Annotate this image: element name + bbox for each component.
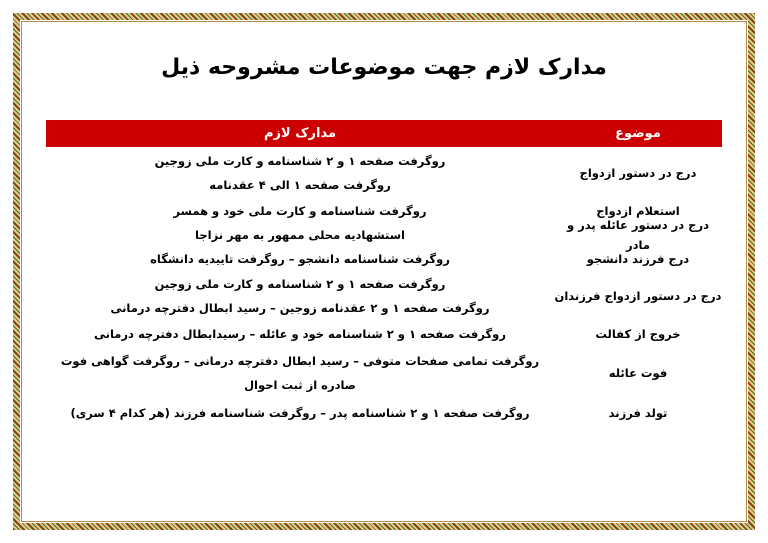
table-row bbox=[46, 218, 722, 252]
row-documents bbox=[46, 149, 554, 197]
row-subject: تولد فرزند bbox=[608, 406, 668, 420]
table-row bbox=[46, 247, 722, 271]
row-subject: درج فرزند دانشجو bbox=[586, 252, 690, 266]
table-header bbox=[46, 120, 722, 147]
row-documents bbox=[46, 223, 554, 247]
table-row bbox=[46, 271, 722, 321]
row-documents bbox=[46, 349, 554, 397]
document-line: روگرفت تمامی صفحات متوفی – رسید ابطال دفترچه درمانی – روگرفت گواهی فوت صادره از ثبت احوال bbox=[60, 354, 540, 392]
table-row bbox=[46, 147, 722, 199]
document-line: روگرفت شناسنامه دانشجو – روگرفت تاییدیه دانشگاه bbox=[150, 252, 450, 266]
document-line: روگرفت صفحه ۱ و ۲ شناسنامه پدر – روگرفت شناسنامه فرزند (هر کدام ۴ سری) bbox=[70, 406, 530, 420]
document-line: روگرفت صفحه ۱ و ۲ شناسنامه و کارت ملی زوجین bbox=[154, 277, 446, 291]
document-line: روگرفت شناسنامه و کارت ملی خود و همسر bbox=[173, 204, 427, 218]
document-line: روگرفت صفحه ۱ الی ۴ عقدنامه bbox=[209, 178, 391, 192]
row-subject: استعلام ازدواج bbox=[596, 204, 680, 218]
header-documents: مدارک لازم bbox=[263, 126, 337, 141]
row-documents bbox=[46, 322, 554, 346]
row-subject: درج در دستور ازدواج فرزندان bbox=[554, 289, 722, 303]
table-row bbox=[46, 399, 722, 427]
document-line: روگرفت صفحه ۱ و ۲ عقدنامه زوجین – رسید ابطال دفترچه درمانی bbox=[110, 301, 490, 315]
row-documents bbox=[46, 272, 554, 320]
row-documents bbox=[46, 199, 554, 223]
documents-table bbox=[46, 120, 722, 427]
table-row bbox=[46, 321, 722, 347]
header-subject: موضوع bbox=[615, 126, 661, 141]
row-documents bbox=[46, 401, 554, 425]
document-line: استشهادیه محلی ممهور به مهر نزاجا bbox=[195, 228, 405, 242]
page-title: مدارک لازم جهت موضوعات مشروحه ذیل bbox=[161, 55, 607, 80]
row-subject: فوت عائله bbox=[608, 366, 668, 380]
table-row bbox=[46, 347, 722, 399]
row-subject: خروج از کفالت bbox=[595, 327, 681, 341]
row-subject: درج در دستور ازدواج bbox=[579, 166, 697, 180]
document-line: روگرفت صفحه ۱ و ۲ شناسنامه خود و عائله – رسیدابطال دفترچه درمانی bbox=[94, 327, 506, 341]
row-subject: درج در دستور عائله پدر و مادر bbox=[567, 218, 709, 252]
row-documents bbox=[46, 247, 554, 271]
document-line: روگرفت صفحه ۱ و ۲ شناسنامه و کارت ملی زوجین bbox=[154, 154, 446, 168]
